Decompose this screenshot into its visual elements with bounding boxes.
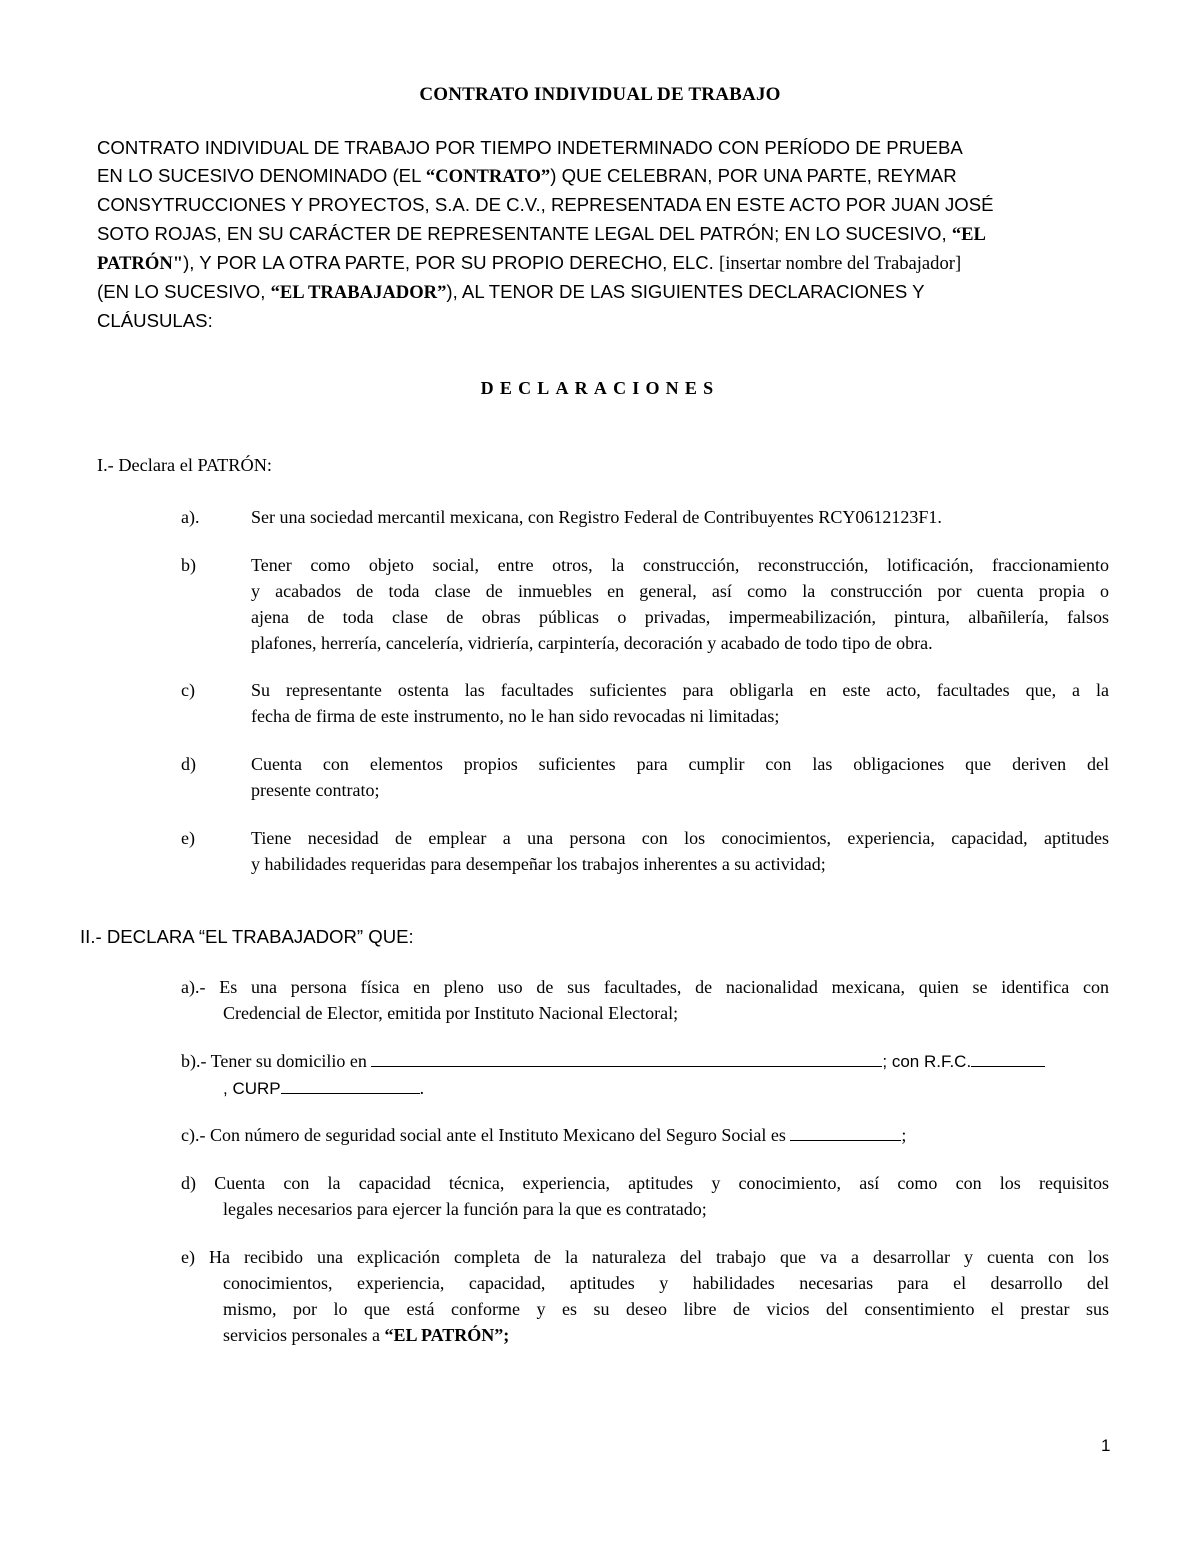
- page-number: 1: [1101, 1436, 1111, 1455]
- item-text: [251, 504, 1109, 530]
- worker-item-c: [181, 1122, 1109, 1148]
- item-line: d) Cuenta con la capacidad técnica, experiencia, aptitudes y conocimiento, así como con los requisitos: [181, 1173, 1109, 1193]
- item-label: d): [181, 754, 196, 774]
- item-text: c).- Con número de seguridad social ante el Instituto Mexicano del Seguro Social es: [181, 1125, 791, 1145]
- item-line: Cuenta con elementos propios suficientes para cumplir con las obligaciones que deriven del: [251, 754, 1109, 774]
- item-line: e) Ha recibido una explicación completa de la naturaleza del trabajo que va a desarrollar y cuenta con los: [181, 1247, 1109, 1267]
- declarations-heading: DECLARACIONES: [480, 378, 720, 398]
- intro-line: [97, 307, 1107, 335]
- item-text: , CURP: [223, 1079, 281, 1098]
- intro-placeholder: [insertar nombre del Trabajador]: [719, 252, 962, 274]
- item-line: Ser una sociedad mercantil mexicana, con Registro Federal de Contribuyentes RCY0612123F1.: [251, 507, 942, 527]
- intro-text: CONSYTRUCCIONES Y PROYECTOS, S.A. DE C.V., REPRESENTADA EN ESTE ACTO POR JUAN JOSÉ: [97, 194, 994, 216]
- intro-bold: “EL TRABAJADOR”: [270, 282, 447, 304]
- item-text: [251, 751, 1109, 803]
- section-2-heading: II.- DECLARA “EL TRABAJADOR” QUE:: [80, 926, 414, 947]
- item-line: y acabados de toda clase de inmuebles en general, así como la construcción por cuenta propia o: [251, 581, 1109, 601]
- item-line: Su representante ostenta las facultades suficientes para obligarla en este acto, facultades que, a la: [251, 680, 1109, 700]
- item-label: c): [181, 680, 195, 700]
- item-line: Tener como objeto social, entre otros, la construcción, reconstrucción, lotificación, fraccionamiento: [251, 555, 1109, 575]
- intro-line: [97, 278, 1107, 307]
- item-label: b): [181, 555, 196, 575]
- intro-text: EN LO SUCESIVO DENOMINADO (EL: [97, 165, 426, 187]
- intro-text: SOTO ROJAS, EN SU CARÁCTER DE REPRESENTANTE LEGAL DEL PATRÓN; EN LO SUCESIVO,: [97, 222, 952, 244]
- item-line: Credencial de Elector, emitida por Instituto Nacional Electoral;: [223, 1003, 679, 1023]
- intro-line: [97, 249, 1107, 278]
- item-line: [181, 1122, 1109, 1148]
- item-line: plafones, herrería, cancelería, vidriería, carpintería, decoración y acabado de todo tipo de obra.: [251, 633, 933, 653]
- item-line: ajena de toda clase de obras públicas o privadas, impermeabilización, pintura, albañilería, falsos: [251, 607, 1109, 627]
- item-text: servicios personales a: [223, 1325, 385, 1345]
- intro-line: [97, 220, 1107, 249]
- document-title: CONTRATO INDIVIDUAL DE TRABAJO: [419, 84, 781, 105]
- item-line: conocimientos, experiencia, capacidad, aptitudes y habilidades necesarias para el desarrollo del: [223, 1273, 1109, 1293]
- item-line: fecha de firma de este instrumento, no le han sido revocadas ni limitadas;: [251, 706, 780, 726]
- intro-line: [97, 134, 1107, 162]
- item-line: mismo, por lo que está conforme y es su deseo libre de vicios del consentimiento el prestar sus: [223, 1299, 1109, 1319]
- intro-bold: “CONTRATO”: [425, 166, 551, 188]
- nss-blank[interactable]: [790, 1122, 901, 1141]
- intro-text: CLÁUSULAS:: [97, 310, 213, 332]
- item-text: [251, 825, 1109, 877]
- item-text: ; con R.F.C.: [882, 1052, 972, 1071]
- item-line: y habilidades requeridas para desempeñar los trabajos inherentes a su actividad;: [251, 854, 826, 874]
- intro-text: (EN LO SUCESIVO,: [97, 281, 271, 303]
- intro-text: ), AL TENOR DE LAS SIGUIENTES DECLARACIONES Y: [446, 281, 925, 303]
- item-text: .: [419, 1078, 425, 1098]
- intro-line: [97, 162, 1107, 191]
- item-label: e): [181, 828, 195, 848]
- intro-text: ), Y POR LA OTRA PARTE, POR SU PROPIO DERECHO, ELC.: [183, 251, 719, 273]
- item-line: legales necesarios para ejercer la función para la que es contratado;: [223, 1199, 707, 1219]
- item-line: [181, 1048, 1109, 1075]
- worker-item-a: [181, 974, 1109, 1026]
- worker-item-d: [181, 1170, 1109, 1222]
- intro-bold: PATRÓN": [97, 252, 184, 274]
- intro-paragraph: [97, 134, 1107, 335]
- intro-text: ) QUE CELEBRAN, POR UNA PARTE, REYMAR: [550, 165, 957, 187]
- curp-blank[interactable]: [281, 1075, 420, 1094]
- address-blank[interactable]: [371, 1048, 882, 1067]
- item-bold: “EL PATRÓN”;: [384, 1325, 510, 1345]
- worker-item-b: [181, 1048, 1109, 1102]
- intro-line: [97, 191, 1107, 219]
- section-1-heading: I.- Declara el PATRÓN:: [97, 455, 272, 475]
- intro-text: CONTRATO INDIVIDUAL DE TRABAJO POR TIEMPO INDETERMINADO CON PERÍODO DE PRUEBA: [97, 137, 963, 158]
- item-line: a).- Es una persona física en pleno uso de sus facultades, de nacionalidad mexicana, quien se identifica con: [181, 977, 1109, 997]
- item-line: presente contrato;: [251, 780, 380, 800]
- item-text: ;: [901, 1125, 907, 1145]
- item-text: b).- Tener su domicilio en: [181, 1051, 372, 1071]
- item-text: [251, 677, 1109, 729]
- worker-item-e: [181, 1244, 1109, 1348]
- item-line: [181, 1075, 1109, 1102]
- item-label: a).: [181, 507, 200, 527]
- item-line: [181, 1322, 1109, 1348]
- intro-bold: “EL: [951, 223, 986, 245]
- item-line: Tiene necesidad de emplear a una persona con los conocimientos, experiencia, capacidad, aptitudes: [251, 828, 1109, 848]
- rfc-blank[interactable]: [971, 1048, 1045, 1067]
- item-text: [251, 552, 1109, 656]
